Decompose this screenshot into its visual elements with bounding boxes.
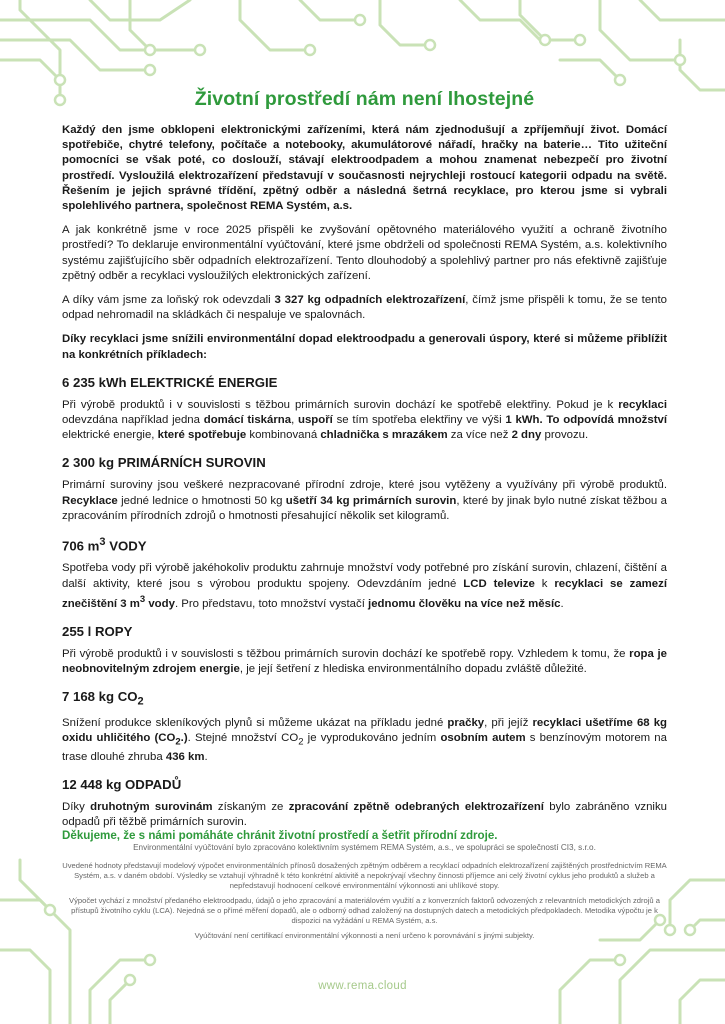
footer-note-method: Výpočet vychází z množství předaného elektroodpadu, údajů o jeho zpracování a materiálovém využití a z konverzních faktorů odvozených z relevantních metodických zdrojů a přístupů životního cyklu (LCA). Nejedná se o přímé měření dopadů, ale o odborný odhad založený na dostupných datech a metodických předpokladech. Metodika výpočtu je k dispozici na vyžádání u REMA Systém, a.s. xyxy=(69,896,660,926)
footer xyxy=(62,828,667,946)
energy-paragraph: Při výrobě produktů i v souvislosti s těžbou primárních surovin dochází ke spotřebě elektřiny. Pokud je k recyklaci odevzdána například jedna domácí tiskárna, uspoří se tím spotřeba elektřiny ve výši 1 kWh. To odpovídá množství elektrické energie, které spotřebuje kombinovaná chladnička s mrazákem za více než 2 dny provozu. xyxy=(62,398,668,442)
waste-heading: 12 448 kg ODPADŮ xyxy=(62,776,182,792)
report-paragraph: A jak konkrétně jsme v roce 2025 přispěli ke zvyšování opětovného materiálového využití a ochraně životního prostředí? To deklaruje environmentální vyúčtování, které jsme obdrželi od společnosti REMA Systém, a.s. kolektivního systému zajišťujícího sběr odpadních elektrozařízení. Tento dlouhodobý a spolehlivý partner pro nás efektivně zajišťuje zpětný odběr a recyklaci vysloužilých elektronických zařízení. xyxy=(62,224,667,282)
waste-paragraph: Díky druhotným surovinám získaným ze zpracování zpětně odebraných elektrozařízení bylo zabráněno vzniku odpadů při těžbě primárních surovin. xyxy=(62,800,667,828)
water-heading: 706 $m^3$ VODY xyxy=(62,536,147,554)
thanks-line: Děkujeme, že s námi pomáháte chránit životní prostředí a šetřit přírodní zdroje. xyxy=(62,829,498,842)
document-body xyxy=(62,88,667,839)
materials-heading: 2 300 kg PRIMÁRNÍCH SUROVIN xyxy=(62,455,266,471)
intro-paragraph: Každý den jsme obklopeni elektronickými zařízeními, která nám zjednodušují a zpříjemňují život. Domácí spotřebiče, chytré telefony, počítače a notebooky, akumulátorové nářadí, hračky na baterie… Tito užiteční pomocníci se však poté, co doslouží, stávají elektroodpadem a mohou znamenat nebezpečí pro životní prostředí. Vysloužilá elektrozařízení představují v současnosti nejrychleji rostoucí kategorii odpadu na světě. Řešením je jejich správné třídění, zpětný odběr a následná šetrná recyklace, pro kterou jsme si vybrali spolehlivého partnera, společnost REMA Systém, a.s. xyxy=(62,124,667,213)
website-link[interactable]: www.rema.cloud xyxy=(318,980,407,992)
footer-note-disclaimer: Vyúčtování není certifikací environmentální výkonnosti a není určeno k porovnávání s jinými subjekty. xyxy=(194,931,535,941)
water-paragraph: Spotřeba vody při výrobě jakéhokoliv produktu zahrnuje množství vody potřebné pro získání surovin, chlazení, čištění a další aktivity, které jsou s výrobou produktu spojeny. Odevzdáním jedné LCD televize k recyklaci se zamezí znečištění 3 $m^3$ vody. Pro představu, toto množství vystačí jednomu člověku na více než měsíc. xyxy=(62,562,667,610)
co2-heading: 7 168 kg $CO_2$ xyxy=(62,689,144,708)
footer-note-source: Environmentální vyúčtování bylo zpracováno kolektivním systémem REMA Systém, a.s., ve spolupráci se společností CI3, s.r.o. xyxy=(133,843,596,853)
examples-intro: Díky recyklaci jsme snížili environmentální dopad elektroodpadu a generovali úspory, které si můžeme přiblížit na konkrétních příkladech: xyxy=(62,333,667,361)
oil-heading: 255 l ROPY xyxy=(62,623,133,639)
energy-heading: 6 235 kWh ELEKTRICKÉ ENERGIE xyxy=(62,374,278,390)
materials-paragraph: Primární suroviny jsou veškeré nezpracované přírodní zdroje, které jsou vytěženy a využívány při výrobě produktů. Recyklace jedné lednice o hmotnosti 50 kg ušetří 34 kg primárních surovin, které by jinak bylo nutné získat těžbou a zpracováním přírodních zdrojů o hmotnosti přesahující několik set kilogramů. xyxy=(62,479,667,522)
oil-paragraph: Při výrobě produktů i v souvislosti s těžbou primárních surovin dochází ke spotřebě ropy. Vzhledem k tomu, že ropa je neobnovitelným zdrojem energie, je její šetření z hlediska environmentálního dopadu zvláště důležité. xyxy=(62,647,667,676)
collected-amount-paragraph: A díky vám jsme za loňský rok odevzdali 3 327 kg odpadních elektrozařízení, čímž jsme přispěli k tomu, že se tento odpad nehromadil na skládkách či nespaluje ve spalovnách. xyxy=(62,294,667,322)
page-title: Životní prostředí nám není lhostejné xyxy=(194,88,535,110)
co2-paragraph: Snížení produkce skleníkových plynů si můžeme ukázat na příkladu jedné pračky, při jejíž recyklaci ušetříme 68 kg oxidu uhličitého $(CO_2.)$. Stejné množství $CO_2$ je vyprodukováno jedním osobním autem s benzínovým motorem na trase dlouhé zhruba 436 km. xyxy=(62,716,667,763)
footer-note-values: Uvedené hodnoty představují modelový výpočet environmentálních přínosů dosažených zpětným odběrem a recyklací odpadních elektrozařízení zajištěných prostřednictvím REMA Systém, a.s. v daném období. Výsledky se vztahují výhradně k této konkrétní aktivitě a nepokrývají všechny činnosti příjemce ani celý životní cyklus jeho produktů a služeb a nepředstavují hodnocení celkové environmentální výkonnosti ani uhlíkové stopy. xyxy=(62,861,667,891)
